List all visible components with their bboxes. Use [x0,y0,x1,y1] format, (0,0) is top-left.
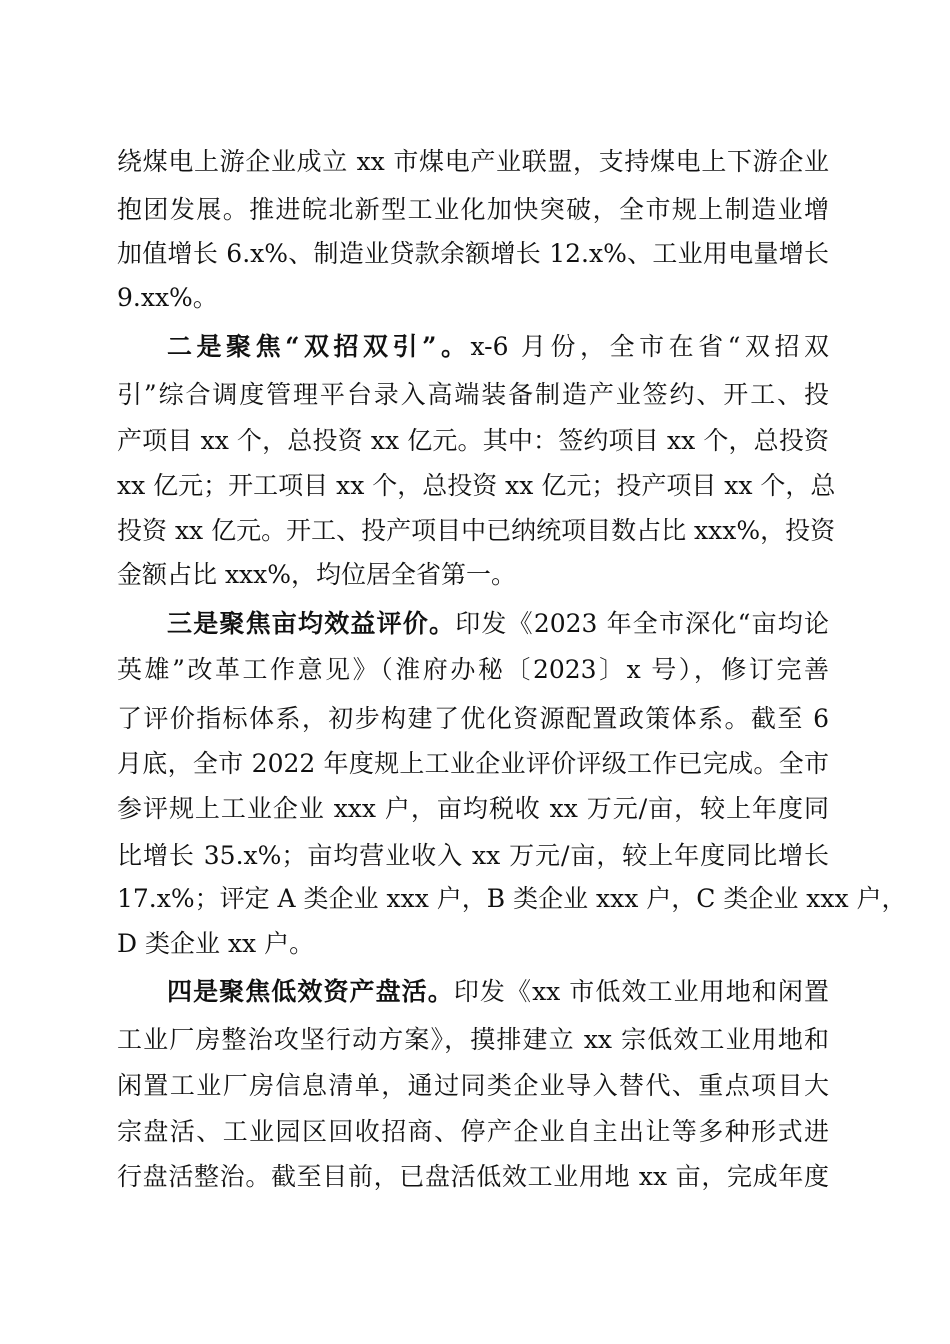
p2-line-4: xx 亿元；开工项目 xx 个，总投资 xx 亿元；投产项目 xx 个，总 [117,471,836,500]
p1-line-2: 抱团发展。推进皖北新型工业化加快突破，全市规上制造业增 [117,195,829,224]
p2-line-1 [167,327,829,367]
p2-first-rest: x-6 月份，全市在省“双招双 [470,332,829,361]
p3-line-6: 比增长 35.x%；亩均营业收入 xx 万元/亩，较上年度同比增长 [117,841,829,870]
p4-lead: 四是聚焦低效资产盘活。 [167,977,454,1006]
p3-line-1 [167,604,829,644]
p1-line-3: 加值增长 6.x%、制造业贷款余额增长 12.x%、工业用电量增长 [117,239,829,268]
p3-line-4: 月底，全市 2022 年度规上工业企业评价评级工作已完成。全市 [117,749,829,778]
p3-line-2: 英雄”改革工作意见》（淮府办秘〔2023〕x 号），修订完善 [117,655,829,684]
p3-line-5: 参评规上工业企业 xxx 户，亩均税收 xx 万元/亩，较上年度同 [117,794,829,823]
p2-line-3: 产项目 xx 个，总投资 xx 亿元。其中：签约项目 xx 个，总投资 [117,426,829,455]
p2-line-6: 金额占比 xxx%，均位居全省第一。 [117,560,517,589]
p1-line-1: 绕煤电上游企业成立 xx 市煤电产业联盟，支持煤电上下游企业 [117,147,829,176]
p3-first-rest: 印发《2023 年全市深化“亩均论 [455,609,829,638]
p4-line-4: 宗盘活、工业园区回收招商、停产企业自主出让等多种形式进 [117,1117,829,1146]
p3-lead: 三是聚焦亩均效益评价。 [167,609,456,638]
p4-line-5: 行盘活整治。截至目前，已盘活低效工业用地 xx 亩，完成年度 [117,1162,829,1191]
p4-line-2: 工业厂房整治攻坚行动方案》，摸排建立 xx 宗低效工业用地和 [117,1025,829,1054]
p3-line-7: 17.x%；评定 A 类企业 xxx 户，B 类企业 xxx 户，C 类企业 xxx 户， [117,884,907,913]
p2-line-2: 引”综合调度管理平台录入高端装备制造产业签约、开工、投 [117,380,829,409]
p3-line-3: 了评价指标体系，初步构建了优化资源配置政策体系。截至 6 [117,704,829,733]
p4-line-1 [167,972,829,1012]
p1-line-4: 9.xx%。 [117,283,218,312]
p3-line-8: D 类企业 xx 户。 [117,929,315,958]
p2-lead: 二是聚焦“双招双引”。 [167,332,471,361]
p4-line-3: 闲置工业厂房信息清单，通过同类企业导入替代、重点项目大 [117,1071,829,1100]
p4-first-rest: 印发《xx 市低效工业用地和闲置 [453,977,829,1006]
p2-line-5: 投资 xx 亿元。开工、投产项目中已纳统项目数占比 xxx%，投资 [117,516,836,545]
